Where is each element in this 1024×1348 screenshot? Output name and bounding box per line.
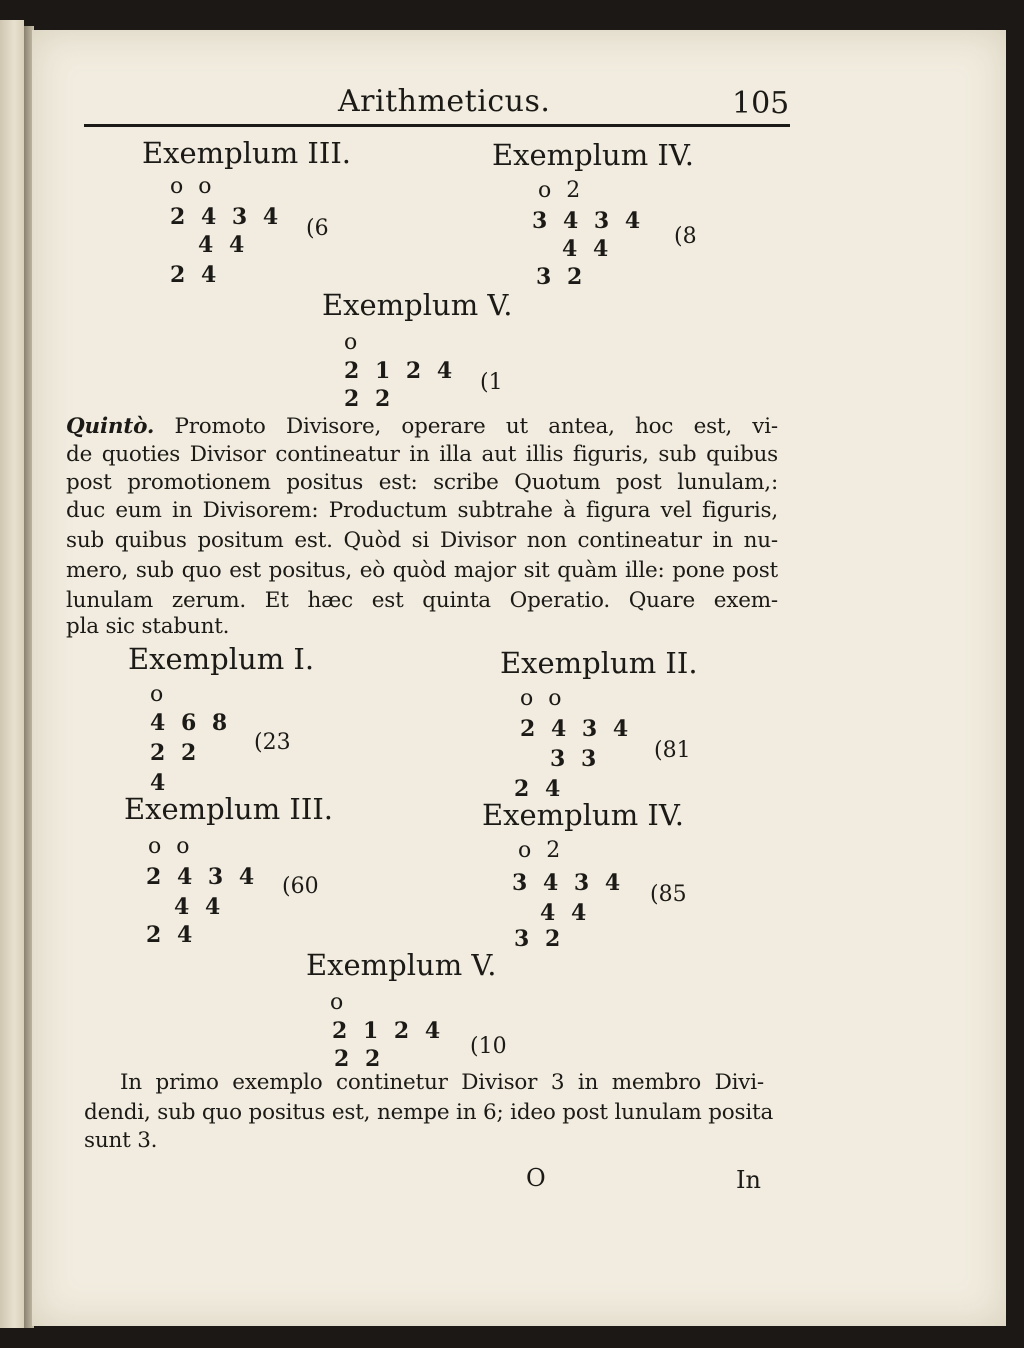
paragraph-line: post promotionem positus est: scribe Quotum post lunulam,:	[66, 470, 778, 495]
example-row: 3 2	[536, 264, 587, 290]
example-title: Exemplum I.	[128, 642, 315, 676]
example-row: o	[344, 330, 362, 355]
example-row: 2 4 3 4	[146, 864, 259, 890]
example-title: Exemplum III.	[142, 136, 352, 170]
example-row: 2 2	[150, 740, 201, 766]
example-row: 4	[150, 770, 170, 796]
example-row: 3 4 3 4	[512, 870, 625, 896]
example-row: 4 6 8	[150, 710, 232, 736]
closing-line: sunt 3.	[84, 1128, 158, 1153]
paragraph-line: lunulam zerum. Et hæc est quinta Operatio. Quare exem-	[66, 588, 778, 613]
example-title: Exemplum IV.	[482, 798, 684, 832]
example-title: Exemplum V.	[322, 288, 513, 322]
example-row: 2 4	[170, 262, 221, 288]
quotient: (1	[480, 370, 503, 395]
example-row: 2 4	[146, 922, 197, 948]
example-row: 4 4	[562, 236, 613, 262]
example-row: o o	[520, 686, 566, 711]
example-row: o	[150, 682, 168, 707]
closing-line: In primo exemplo continetur Divisor 3 in membro Divi-	[120, 1070, 764, 1095]
example-row: 3 3	[550, 746, 601, 772]
example-row: o 2	[518, 838, 565, 863]
closing-line: dendi, sub quo positus est, nempe in 6; ideo post lunulam posita	[84, 1100, 774, 1125]
example-row: o o	[148, 834, 194, 859]
example-row: 4 4	[540, 900, 591, 926]
paragraph-line: de quoties Divisor contineatur in illa aut illis figuris, sub quibus	[66, 442, 778, 467]
quotient: (85	[650, 882, 687, 907]
example-title: Exemplum V.	[306, 948, 497, 982]
example-row: 2 4 3 4	[170, 204, 283, 230]
quotient: (6	[306, 216, 329, 241]
example-row: o o	[170, 174, 216, 199]
header-rule	[84, 124, 790, 127]
example-row: o	[330, 990, 348, 1015]
paragraph-line: pla sic stabunt.	[66, 614, 230, 639]
paragraph-line: duc eum in Divisorem: Productum subtrahe à figura vel figuris,	[66, 498, 778, 523]
page-number: 105	[732, 86, 790, 121]
paragraph-lead: Quintò.	[66, 414, 155, 439]
example-row: 3 4 3 4	[532, 208, 645, 234]
example-row: 3 2	[514, 926, 565, 952]
example-row: 4 4	[174, 894, 225, 920]
example-title: Exemplum III.	[124, 792, 334, 826]
quotient: (23	[254, 730, 291, 755]
running-header: Arithmeticus.	[338, 84, 551, 119]
example-title: Exemplum IV.	[492, 138, 694, 172]
signature-mark: O	[526, 1164, 546, 1192]
example-row: 2 2	[334, 1046, 385, 1072]
paragraph-line: mero, sub quo est positus, eò quòd major sit quàm ille: pone post	[66, 558, 778, 583]
paragraph-line: Quintò. Promoto Divisore, operare ut antea, hoc est, vi-	[66, 414, 778, 439]
quotient: (60	[282, 874, 319, 899]
quotient: (10	[470, 1034, 507, 1059]
example-row: 2 4 3 4	[520, 716, 633, 742]
example-row: o 2	[538, 178, 585, 203]
quotient: (81	[654, 738, 691, 763]
paragraph-line: sub quibus positum est. Quòd si Divisor non contineatur in nu-	[66, 528, 778, 553]
facing-page-edge	[0, 20, 24, 1328]
example-row: 4 4	[198, 232, 249, 258]
example-row: 2 1 2 4	[332, 1018, 445, 1044]
example-row: 2 4	[514, 776, 565, 802]
catchword: In	[736, 1166, 761, 1194]
example-row: 2 2	[344, 386, 395, 412]
example-title: Exemplum II.	[500, 646, 698, 680]
quotient: (8	[674, 224, 697, 249]
example-row: 2 1 2 4	[344, 358, 457, 384]
